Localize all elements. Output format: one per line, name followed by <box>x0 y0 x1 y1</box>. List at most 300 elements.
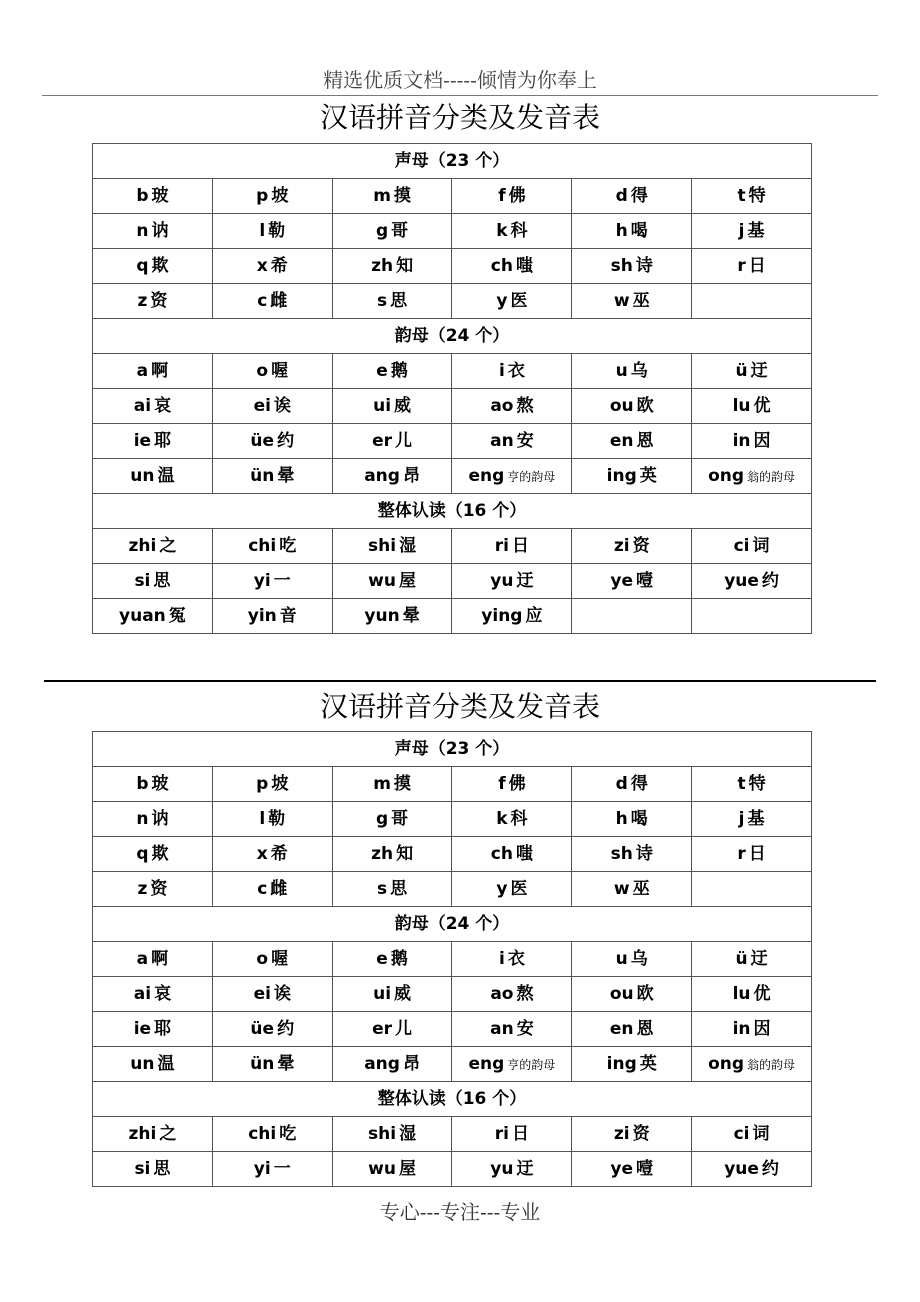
pinyin-cell <box>332 1047 452 1082</box>
pinyin-letter: s <box>377 879 388 899</box>
example-character: 一 <box>273 1159 291 1179</box>
document-title: 汉语拼音分类及发音表 <box>319 690 600 723</box>
pinyin-cell <box>452 802 572 837</box>
pinyin-table <box>92 143 812 634</box>
pinyin-cell <box>212 837 332 872</box>
example-character: 湿 <box>399 536 417 556</box>
example-character: 因 <box>753 431 771 451</box>
pinyin-letter: lu <box>732 984 751 1004</box>
pinyin-cell <box>572 424 692 459</box>
pinyin-letter: f <box>498 186 506 206</box>
section-divider <box>44 680 876 682</box>
pinyin-cell <box>572 564 692 599</box>
example-character: 儿 <box>395 431 413 451</box>
pinyin-cell <box>452 354 572 389</box>
pinyin-letter: x <box>256 844 268 864</box>
table-row <box>93 249 812 284</box>
pinyin-letter: sh <box>610 256 633 276</box>
pinyin-cell <box>93 837 213 872</box>
pinyin-cell <box>572 837 692 872</box>
example-character: 词 <box>752 536 770 556</box>
example-character: 优 <box>753 984 771 1004</box>
example-character: 词 <box>752 1124 770 1144</box>
table-row <box>93 1152 812 1187</box>
pinyin-letter: zh <box>371 844 394 864</box>
table-row <box>93 354 812 389</box>
pinyin-letter: r <box>737 844 746 864</box>
example-character: 佛 <box>508 774 526 794</box>
example-character: 诶 <box>273 396 291 416</box>
pinyin-letter: o <box>256 361 269 381</box>
example-character: 科 <box>510 809 528 829</box>
pinyin-cell <box>452 424 572 459</box>
example-character: 哀 <box>154 396 172 416</box>
example-character: 得 <box>630 186 648 206</box>
example-character: 亨的韵母 <box>507 1057 556 1072</box>
table-row <box>93 977 812 1012</box>
pinyin-letter: yu <box>490 1159 514 1179</box>
pinyin-letter: zi <box>613 536 630 556</box>
pinyin-cell <box>572 459 692 494</box>
example-character: 摸 <box>393 186 411 206</box>
example-character: 鹅 <box>390 361 408 381</box>
example-character: 巫 <box>632 879 650 899</box>
pinyin-letter: yue <box>724 1159 759 1179</box>
pinyin-cell <box>212 872 332 907</box>
pinyin-cell <box>93 802 213 837</box>
pinyin-letter: ai <box>133 984 152 1004</box>
pinyin-cell <box>692 214 812 249</box>
table-row <box>93 599 812 634</box>
pinyin-cell <box>212 249 332 284</box>
pinyin-letter: chi <box>248 536 277 556</box>
example-character: 迂 <box>750 361 768 381</box>
pinyin-cell <box>692 1117 812 1152</box>
pinyin-letter: ye <box>610 1159 634 1179</box>
example-character: 嗤 <box>515 844 533 864</box>
pinyin-letter: üe <box>250 431 275 451</box>
pinyin-cell <box>572 214 692 249</box>
pinyin-cell <box>332 802 452 837</box>
pinyin-cell <box>452 1047 572 1082</box>
example-character: 医 <box>510 879 528 899</box>
pinyin-cell <box>212 599 332 634</box>
header-divider <box>42 95 878 96</box>
pinyin-cell <box>692 179 812 214</box>
pinyin-cell <box>452 284 572 319</box>
pinyin-cell <box>692 872 812 907</box>
pinyin-cell <box>452 249 572 284</box>
table-row <box>93 1047 812 1082</box>
section-header-row <box>93 144 812 179</box>
example-character: 诗 <box>635 844 653 864</box>
pinyin-cell <box>332 179 452 214</box>
pinyin-cell <box>212 214 332 249</box>
pinyin-cell <box>452 459 572 494</box>
pinyin-cell <box>93 872 213 907</box>
pinyin-cell <box>93 389 213 424</box>
pinyin-cell <box>93 249 213 284</box>
pinyin-cell <box>692 284 812 319</box>
example-character: 特 <box>748 774 766 794</box>
example-character: 啊 <box>151 361 169 381</box>
example-character: 资 <box>150 291 168 311</box>
pinyin-cell <box>212 284 332 319</box>
example-character: 晕 <box>402 606 420 626</box>
pinyin-letter: ou <box>609 984 634 1004</box>
pinyin-letter: ün <box>250 466 275 486</box>
pinyin-cell <box>692 767 812 802</box>
example-character: 熬 <box>516 396 534 416</box>
pinyin-letter: yue <box>724 571 759 591</box>
pinyin-cell <box>572 1152 692 1187</box>
pinyin-letter: k <box>496 221 508 241</box>
example-character: 坡 <box>271 774 289 794</box>
example-character: 巫 <box>632 291 650 311</box>
pinyin-letter: yi <box>253 571 271 591</box>
pinyin-cell <box>692 564 812 599</box>
example-character: 温 <box>157 1054 175 1074</box>
pinyin-letter: ang <box>364 1054 400 1074</box>
pinyin-letter: ye <box>610 571 634 591</box>
pinyin-cell <box>692 354 812 389</box>
example-character: 讷 <box>151 809 169 829</box>
pinyin-cell <box>93 529 213 564</box>
pinyin-cell <box>93 564 213 599</box>
pinyin-cell <box>452 767 572 802</box>
pinyin-cell <box>93 1047 213 1082</box>
table-row <box>93 424 812 459</box>
pinyin-letter: o <box>256 949 269 969</box>
example-character: 儿 <box>395 1019 413 1039</box>
pinyin-letter: wu <box>368 1159 396 1179</box>
pinyin-letter: e <box>376 949 388 969</box>
pinyin-cell <box>93 214 213 249</box>
pinyin-letter: z <box>137 291 148 311</box>
pinyin-letter: r <box>737 256 746 276</box>
pinyin-cell <box>212 1152 332 1187</box>
pinyin-letter: ing <box>606 466 637 486</box>
pinyin-cell <box>93 942 213 977</box>
example-character: 噎 <box>636 1159 654 1179</box>
pinyin-cell <box>692 1047 812 1082</box>
section-header-row <box>93 732 812 767</box>
pinyin-cell <box>332 564 452 599</box>
pinyin-cell <box>692 1012 812 1047</box>
example-character: 雌 <box>270 291 288 311</box>
example-character: 玻 <box>151 774 169 794</box>
pinyin-letter: shi <box>368 536 397 556</box>
example-character: 迂 <box>750 949 768 969</box>
table-row <box>93 529 812 564</box>
pinyin-letter: q <box>136 844 149 864</box>
pinyin-letter: q <box>136 256 149 276</box>
pinyin-letter: zh <box>371 256 394 276</box>
pinyin-letter: zhi <box>128 536 157 556</box>
page-footer-text: 专心---专注---专业 <box>379 1200 541 1224</box>
example-character: 知 <box>396 256 414 276</box>
pinyin-letter: m <box>373 186 391 206</box>
example-character: 科 <box>510 221 528 241</box>
pinyin-cell <box>452 179 572 214</box>
pinyin-cell <box>452 837 572 872</box>
pinyin-letter: k <box>496 809 508 829</box>
pinyin-cell <box>93 459 213 494</box>
document-title: 汉语拼音分类及发音表 <box>319 101 600 134</box>
example-character: 迂 <box>516 1159 534 1179</box>
pinyin-letter: m <box>373 774 391 794</box>
pinyin-cell <box>212 389 332 424</box>
example-character: 资 <box>150 879 168 899</box>
section-header-row <box>93 907 812 942</box>
pinyin-letter: si <box>134 1159 151 1179</box>
section-header-row <box>93 1082 812 1117</box>
pinyin-letter: s <box>377 291 388 311</box>
example-character: 诗 <box>635 256 653 276</box>
pinyin-letter: zi <box>613 1124 630 1144</box>
pinyin-cell <box>332 459 452 494</box>
example-character: 屋 <box>398 1159 416 1179</box>
pinyin-cell <box>452 942 572 977</box>
pinyin-letter: h <box>615 221 628 241</box>
example-character: 威 <box>394 396 412 416</box>
example-character: 勒 <box>268 221 286 241</box>
pinyin-letter: u <box>615 949 628 969</box>
pinyin-cell <box>93 354 213 389</box>
pinyin-letter: j <box>738 221 745 241</box>
pinyin-letter: in <box>732 431 751 451</box>
pinyin-letter: ü <box>735 361 748 381</box>
example-character: 喔 <box>271 949 289 969</box>
section-heading: 声母（23 个） <box>93 732 812 767</box>
pinyin-cell <box>452 977 572 1012</box>
pinyin-letter: eng <box>468 465 505 486</box>
pinyin-cell <box>93 1152 213 1187</box>
example-character: 知 <box>396 844 414 864</box>
pinyin-cell <box>692 837 812 872</box>
section-header-row <box>93 494 812 529</box>
pinyin-letter: y <box>496 879 508 899</box>
example-character: 得 <box>630 774 648 794</box>
example-character: 乌 <box>630 361 648 381</box>
pinyin-letter: ying <box>481 606 523 626</box>
pinyin-cell <box>572 977 692 1012</box>
pinyin-letter: u <box>615 361 628 381</box>
example-character: 欧 <box>636 984 654 1004</box>
pinyin-cell <box>572 599 692 634</box>
pinyin-cell <box>212 529 332 564</box>
pinyin-cell <box>332 354 452 389</box>
pinyin-letter: chi <box>248 1124 277 1144</box>
pinyin-cell <box>692 802 812 837</box>
pinyin-letter: w <box>613 291 630 311</box>
pinyin-letter: d <box>615 774 628 794</box>
pinyin-letter: x <box>256 256 268 276</box>
pinyin-letter: an <box>490 431 514 451</box>
pinyin-cell <box>572 1012 692 1047</box>
pinyin-letter: e <box>376 361 388 381</box>
pinyin-cell <box>452 214 572 249</box>
pinyin-cell <box>93 977 213 1012</box>
pinyin-cell <box>93 179 213 214</box>
pinyin-cell <box>332 599 452 634</box>
pinyin-cell <box>332 529 452 564</box>
example-character: 因 <box>753 1019 771 1039</box>
example-character: 啊 <box>151 949 169 969</box>
example-character: 安 <box>516 1019 534 1039</box>
example-character: 应 <box>525 606 543 626</box>
pinyin-letter: yun <box>364 606 400 626</box>
pinyin-letter: ci <box>733 1124 750 1144</box>
example-character: 吃 <box>279 536 297 556</box>
example-character: 晕 <box>277 1054 295 1074</box>
example-character: 音 <box>279 606 297 626</box>
section-heading: 韵母（24 个） <box>93 319 812 354</box>
pinyin-cell <box>572 284 692 319</box>
pinyin-cell <box>692 977 812 1012</box>
pinyin-letter: d <box>615 186 628 206</box>
example-character: 一 <box>273 571 291 591</box>
table-row <box>93 1012 812 1047</box>
pinyin-letter: sh <box>610 844 633 864</box>
pinyin-cell <box>212 459 332 494</box>
example-character: 迂 <box>516 571 534 591</box>
pinyin-letter: a <box>136 361 149 381</box>
pinyin-letter: l <box>259 221 266 241</box>
pinyin-letter: er <box>372 431 393 451</box>
example-character: 恩 <box>636 431 654 451</box>
pinyin-cell <box>332 214 452 249</box>
pinyin-letter: yu <box>490 571 514 591</box>
example-character: 威 <box>394 984 412 1004</box>
example-character: 日 <box>748 256 766 276</box>
pinyin-letter: ie <box>133 1019 152 1039</box>
pinyin-letter: g <box>375 809 389 829</box>
pinyin-letter: ong <box>708 1053 745 1074</box>
pinyin-cell <box>212 1012 332 1047</box>
table-row <box>93 1117 812 1152</box>
example-character: 亨的韵母 <box>507 469 556 484</box>
table-row <box>93 284 812 319</box>
pinyin-cell <box>692 529 812 564</box>
pinyin-letter: in <box>732 1019 751 1039</box>
pinyin-cell <box>692 1152 812 1187</box>
pinyin-letter: z <box>137 879 148 899</box>
pinyin-letter: si <box>134 571 151 591</box>
example-character: 希 <box>270 256 288 276</box>
pinyin-letter: yuan <box>119 606 166 626</box>
example-character: 喝 <box>630 809 648 829</box>
example-character: 讷 <box>151 221 169 241</box>
pinyin-cell <box>332 942 452 977</box>
section-header-row <box>93 319 812 354</box>
pinyin-cell <box>212 802 332 837</box>
pinyin-letter: ri <box>494 1124 509 1144</box>
pinyin-letter: ei <box>253 984 271 1004</box>
example-character: 哥 <box>391 809 409 829</box>
pinyin-letter: ing <box>606 1054 637 1074</box>
pinyin-letter: i <box>498 361 505 381</box>
example-character: 思 <box>153 571 171 591</box>
section-heading: 整体认读（16 个） <box>93 1082 812 1117</box>
table-row <box>93 767 812 802</box>
example-character: 玻 <box>151 186 169 206</box>
example-character: 昂 <box>402 466 420 486</box>
example-character: 思 <box>390 291 408 311</box>
table-row <box>93 179 812 214</box>
example-character: 优 <box>753 396 771 416</box>
pinyin-letter: c <box>257 879 268 899</box>
pinyin-letter: n <box>136 221 149 241</box>
section-heading: 整体认读（16 个） <box>93 494 812 529</box>
pinyin-cell <box>332 837 452 872</box>
pinyin-cell <box>572 767 692 802</box>
pinyin-letter: y <box>496 291 508 311</box>
example-character: 日 <box>512 536 529 556</box>
pinyin-cell <box>332 977 452 1012</box>
pinyin-table <box>92 731 812 1187</box>
pinyin-cell <box>452 1117 572 1152</box>
pinyin-cell <box>212 942 332 977</box>
example-character: 屋 <box>398 571 416 591</box>
pinyin-letter: shi <box>368 1124 397 1144</box>
pinyin-cell <box>452 872 572 907</box>
example-character: 基 <box>747 809 765 829</box>
example-character: 勒 <box>268 809 286 829</box>
pinyin-letter: ong <box>708 465 745 486</box>
pinyin-letter: ei <box>253 396 271 416</box>
example-character: 嗤 <box>515 256 533 276</box>
pinyin-cell <box>572 529 692 564</box>
table-row <box>93 459 812 494</box>
pinyin-cell <box>212 424 332 459</box>
pinyin-cell <box>332 424 452 459</box>
pinyin-letter: a <box>136 949 149 969</box>
example-character: 约 <box>761 1159 779 1179</box>
table-row <box>93 214 812 249</box>
example-character: 诶 <box>273 984 291 1004</box>
example-character: 喝 <box>630 221 648 241</box>
example-character: 之 <box>159 1124 177 1144</box>
example-character: 吃 <box>279 1124 297 1144</box>
example-character: 资 <box>632 1124 650 1144</box>
example-character: 之 <box>159 536 177 556</box>
pinyin-letter: ang <box>364 466 400 486</box>
example-character: 衣 <box>507 361 525 381</box>
pinyin-cell <box>452 1152 572 1187</box>
example-character: 雌 <box>270 879 288 899</box>
example-character: 约 <box>277 1019 295 1039</box>
pinyin-cell <box>572 1047 692 1082</box>
pinyin-cell <box>572 354 692 389</box>
example-character: 资 <box>632 536 650 556</box>
example-character: 温 <box>157 466 175 486</box>
pinyin-letter: t <box>737 186 746 206</box>
pinyin-cell <box>452 564 572 599</box>
pinyin-letter: wu <box>368 571 396 591</box>
pinyin-letter: ao <box>490 396 514 416</box>
section-heading: 韵母（24 个） <box>93 907 812 942</box>
pinyin-letter: ou <box>609 396 634 416</box>
pinyin-letter: ri <box>494 536 509 556</box>
pinyin-cell <box>452 529 572 564</box>
pinyin-cell <box>692 942 812 977</box>
pinyin-cell <box>572 872 692 907</box>
example-character: 鹅 <box>390 949 408 969</box>
example-character: 安 <box>516 431 534 451</box>
example-character: 乌 <box>630 949 648 969</box>
pinyin-letter: w <box>613 879 630 899</box>
